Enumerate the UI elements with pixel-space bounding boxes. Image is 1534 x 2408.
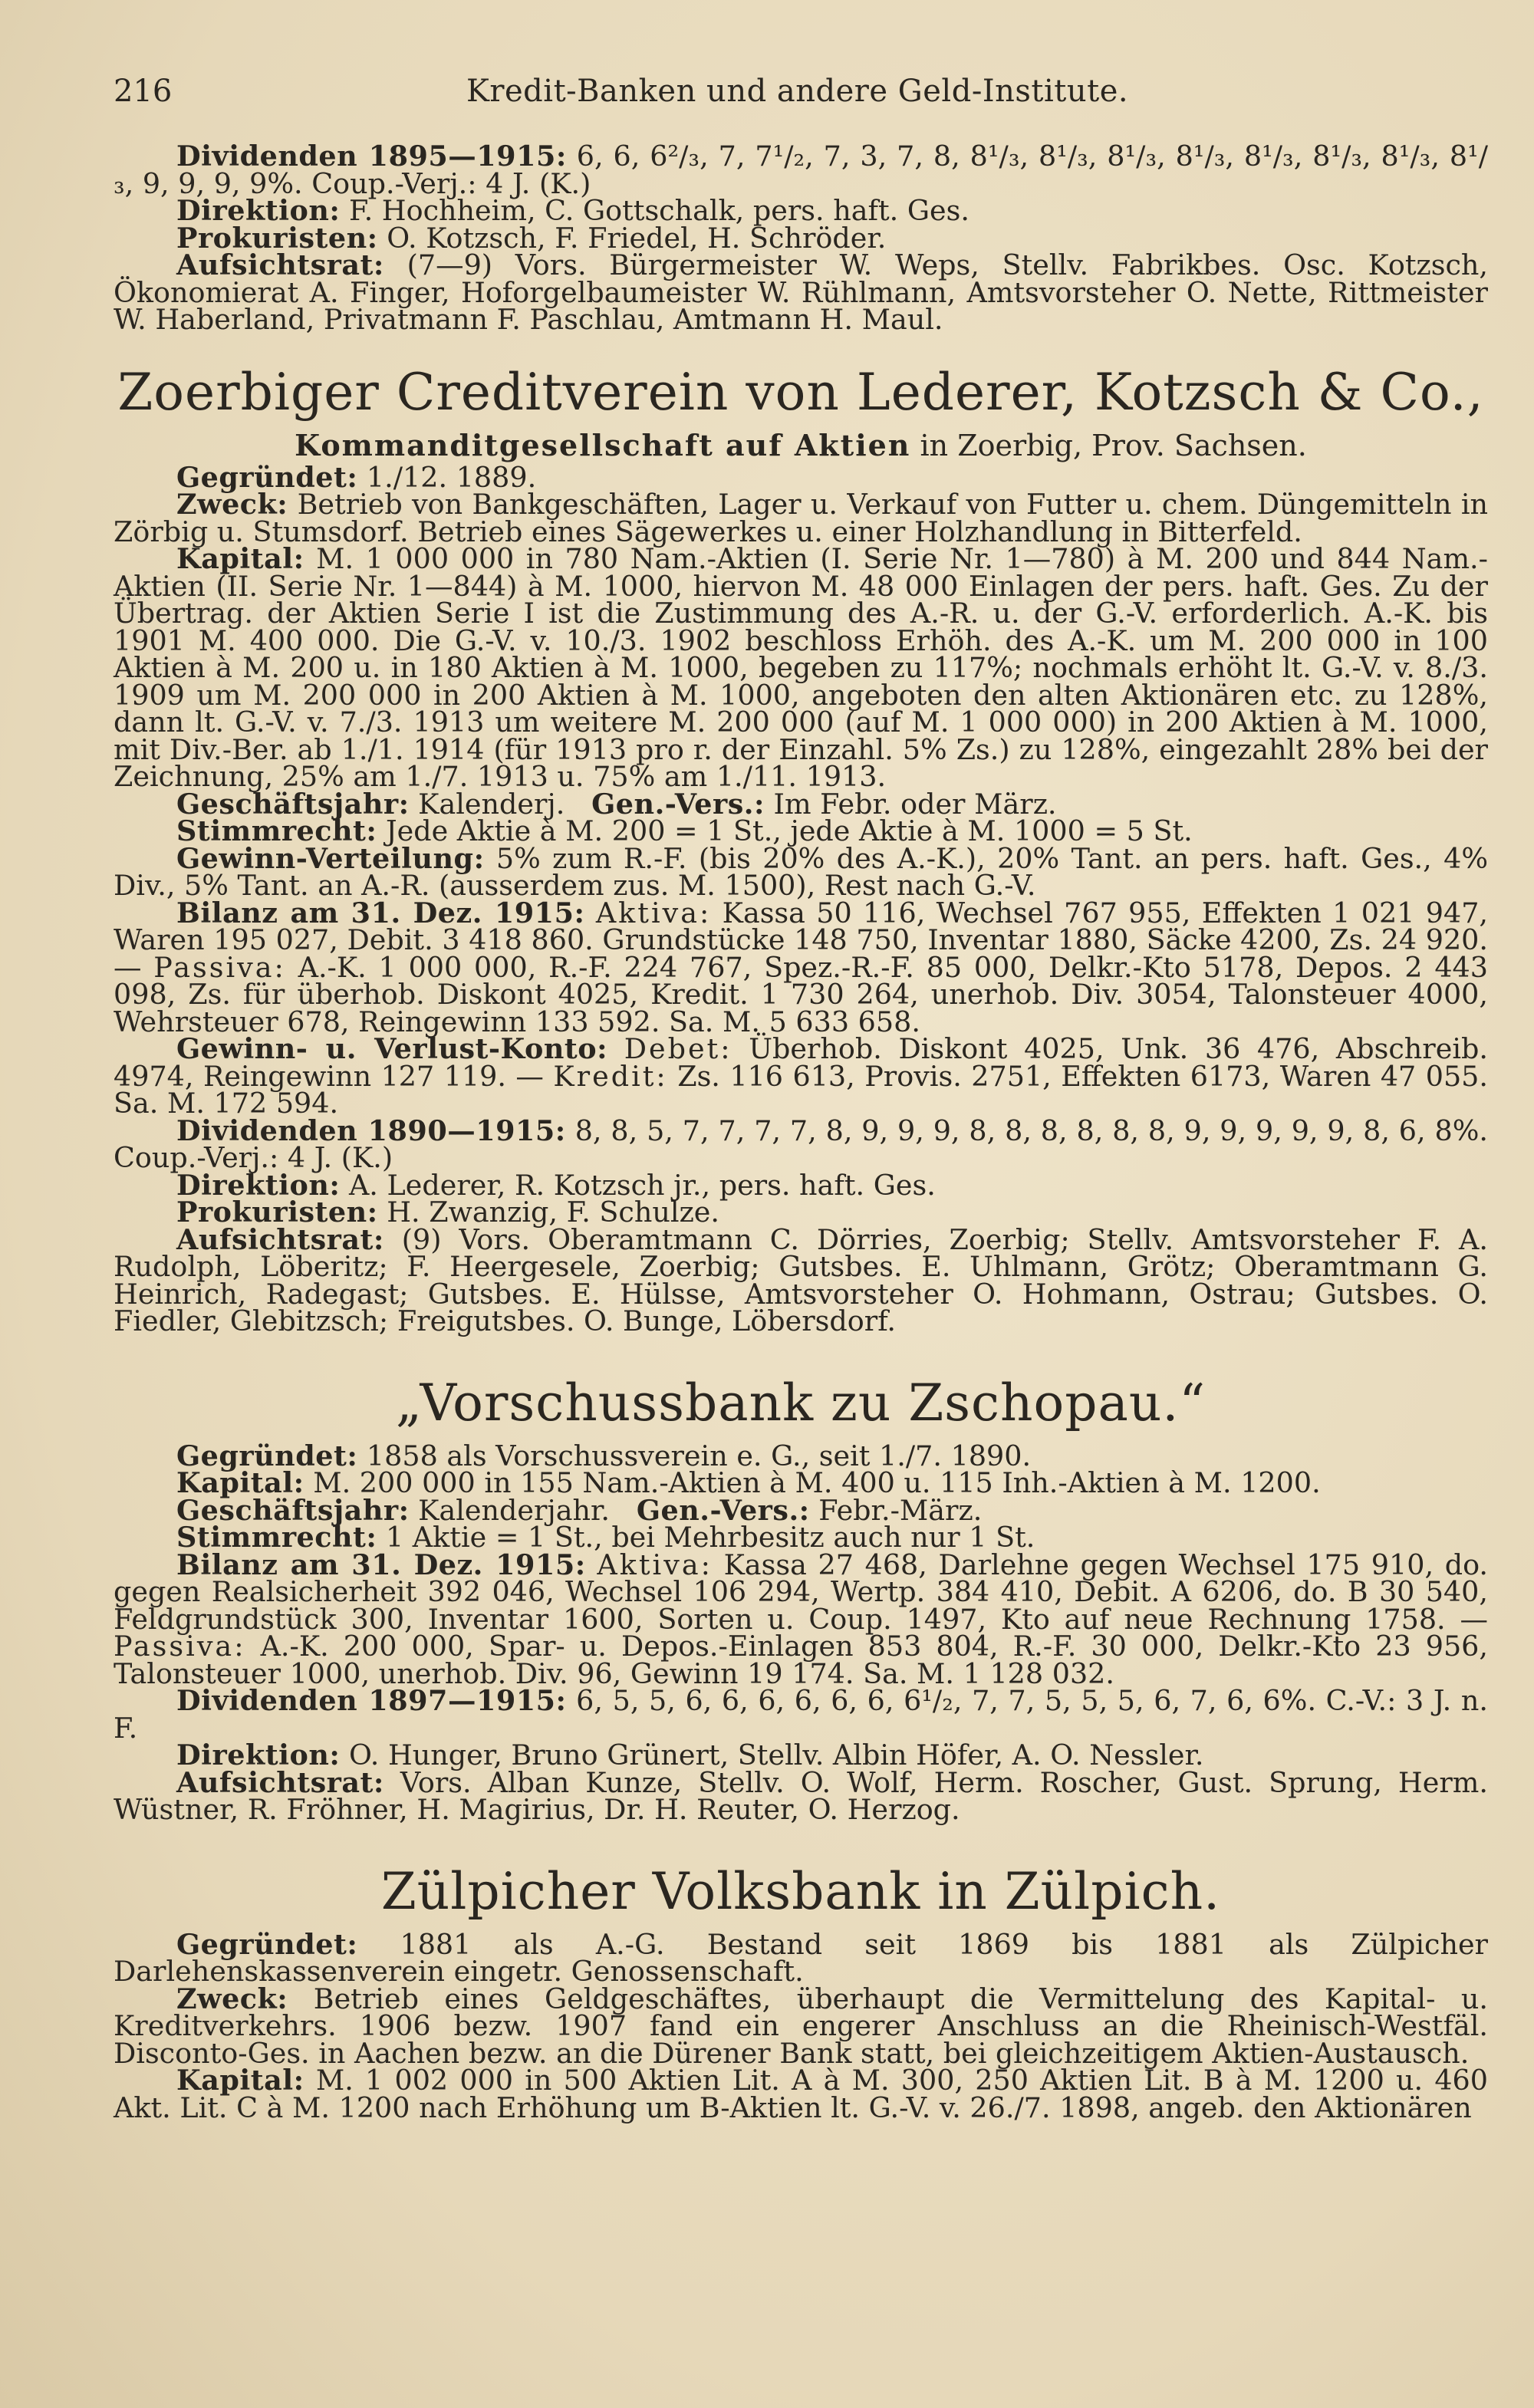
running-title: Kredit-Banken und andere Geld-Institute. [466,74,1129,109]
entry-title: „Vorschussbank zu Zschopau.“ [395,1373,1206,1433]
zweck: Zweck: Betrieb eines Geldgeschäftes, überhaupt die Vermittelung des Kapital- u. Kreditverkehrs. 1906 bezw. 1907 fand ein engerer Anschluss an die Rheinisch-Westfäl. Disconto-Ges. in Aachen bezw. an die Dürener Bank statt, bei gleichzeitigem Aktien-Austausch. [114,1982,1489,2070]
dividenden: Dividenden 1890—1915: 8, 8, 5, 7, 7, 7, 7, 8, 9, 9, 9, 8, 8, 8, 8, 8, 8, 9, 9, 9, 9, 9, 8, 6, 8%. Coup.-Verj.: 4 J. (K.) [114,1114,1489,1174]
gewinn-verteilung: Gewinn-Verteilung: 5% zum R.-F. (bis 20% des A.-K.), 20% Tant. an pers. haft. Ges., 4% Div., 5% Tant. an A.-R. (ausserdem zus. M. 1500), Rest nach G.-V. [114,841,1489,902]
page-header [114,74,1488,109]
aufsichtsrat: Aufsichtsrat: (9) Vors. Oberamtmann C. Dörries, Zoerbig; Stellv. Amtsvorsteher F. A. Rudolph, Löberitz; F. Heergesele, Zoerbig; Gutsbes. E. Uhlmann, Grötz; Oberamtmann G. Heinrich, Radegast; Gutsbes. E. Hülsse, Amtsvorsteher O. Hohmann, Ostrau; Gutsbes. O. Fiedler, Glebitzsch; Freigutsbes. O. Bunge, Löbersdorf. [114,1222,1488,1337]
geschaeftsjahr-genvers: Geschäftsjahr: Kalenderjahr. Gen.-Vers.: Febr.-März. [176,1493,983,1527]
entry-vorschussbank-zschopau [114,1375,1488,1824]
stimmrecht: Stimmrecht: 1 Aktie = 1 St., bei Mehrbesitz auch nur 1 St. [176,1521,1035,1554]
gegruendet: Gegründet: 1881 als A.-G. Bestand seit 1869 bis 1881 als Zülpicher Darlehenskassenverein eingetr. Genossenschaft. [114,1927,1488,1988]
dividenden: Dividenden 1897—1915: 6, 5, 5, 6, 6, 6, 6, 6, 6, 6¹/₂, 7, 7, 5, 5, 5, 6, 7, 6, 6%. C.-V.: 3 J. n. F. [114,1684,1489,1745]
entry-zuelpicher-volksbank [114,1861,1489,2124]
gegruendet: Gegründet: 1./12. 1889. [176,460,537,494]
prev-dividenden: Dividenden 1895—1915: 6, 6, 6²/₃, 7, 7¹/₂, 7, 3, 7, 8, 8¹/₃, 8¹/₃, 8¹/₃, 8¹/₃, 8¹/₃, 8¹/₃, 8¹/₃, 8¹/₃, 9, 9, 9, 9%. Coup.-Verj.: 4 J. (K.) [114,140,1488,200]
direktion: Direktion: A. Lederer, R. Kotzsch jr., pers. haft. Ges. [176,1168,936,1202]
entry-title: Zülpicher Volksbank in Zülpich. [380,1861,1221,1921]
kapital: Kapital: M. 1 000 000 in 780 Nam.-Aktien (I. Serie Nr. 1—780) à M. 200 und 844 Nam.-Aktien (II. Serie Nr. 1—844) à M. 1000, hiervon M. 48 000 Einlagen der pers. haft. Ges. Zu der Übertrag. der Aktien Serie I ist die Zustimmung des A.-R. u. der G.-V. erforderlich. A.-K. bis 1901 M. 400 000. Die G.-V. v. 10./3. 1902 beschloss Erhöh. des A.-K. um M. 200 000 in 100 Aktien à M. 200 u. in 180 Aktien à M. 1000, begeben zu 117%; nochmals erhöht lt. G.-V. v. 8./3. 1909 um M. 200 000 in 200 Aktien à M. 1000, angeboten den alten Aktionären etc. zu 128%, dann lt. G.-V. v. 7./3. 1913 um weitere M. 200 000 (auf M. 1 000 000) in 200 Aktien à M. 1000, mit Div.-Ber. ab 1./1. 1914 (für 1913 pro r. der Einzahl. 5% Zs.) zu 128%, eingezahlt 28% bei der Zeichnung, 25% am 1./7. 1913 u. 75% am 1./11. 1913. [114,542,1488,793]
prokuristen: Prokuristen: H. Zwanzig, F. Schulze. [176,1196,719,1229]
zweck: Zweck: Betrieb von Bankgeschäften, Lager u. Verkauf von Futter u. chem. Düngemitteln in Zörbig u. Stumsdorf. Betrieb eines Sägewerkes u. einer Holzhandlung in Bitterfeld. [114,488,1489,548]
kapital: Kapital: M. 1 002 000 in 500 Aktien Lit. A à M. 300, 250 Aktien Lit. B à M. 1200 u. 460 Akt. Lit. C à M. 1200 nach Erhöhung um B-Aktien lt. G.-V. v. 26./7. 1898, angeb. den Aktionären [114,2064,1488,2124]
prev-prokuristen: Prokuristen: O. Kotzsch, F. Friedel, H. Schröder. [176,221,887,255]
entry-subtitle: Kommanditgesellschaft auf Aktien in Zoerbig, Prov. Sachsen. [295,427,1307,462]
direktion: Direktion: O. Hunger, Bruno Grünert, Stellv. Albin Höfer, A. O. Nessler. [176,1739,1204,1771]
stimmrecht: Stimmrecht: Jede Aktie à M. 200 = 1 St., jede Aktie à M. 1000 = 5 St. [176,814,1193,847]
bilanz: Bilanz am 31. Dez. 1915: Aktiva: Kassa 27 468, Darlehne gegen Wechsel 175 910, do. gegen Realsicherheit 392 046, Wechsel 106 294, Wertp. 384 410, Debit. A 6206, do. B 30 540, Feldgrundstück 300, Inventar 1600, Sorten u. Coup. 1497, Kto auf neue Rechnung 1758. — Passiva: A.-K. 200 000, Spar- u. Depos.-Einlagen 853 804, R.-F. 30 000, Delkr.-Kto 23 956, Talonsteuer 1000, unerhob. Div. 96, Gewinn 19 174. Sa. M. 1 128 032. [114,1548,1489,1690]
prev-aufsichtsrat: Aufsichtsrat: (7—9) Vors. Bürgermeister W. Weps, Stellv. Fabrikbes. Osc. Kotzsch, Ökonomierat A. Finger, Hoforgelbaumeister W. Rühlmann, Amtsvorsteher O. Nette, Rittmeister W. Haberland, Privatmann F. Paschlau, Amtmann H. Maul. [114,248,1488,336]
page-number: 216 [114,74,173,109]
gewinn-verlust-konto: Gewinn- u. Verlust-Konto: Debet: Überhob. Diskont 4025, Unk. 36 476, Abschreib. 4974, Reingewinn 127 119. — Kredit: Zs. 116 613, Provis. 2751, Effekten 6173, Waren 47 055. Sa. M. 172 594. [114,1032,1489,1120]
geschaeftsjahr-genvers: Geschäftsjahr: Kalenderj. Gen.-Vers.: Im Febr. oder März. [176,787,1057,821]
gegruendet: Gegründet: 1858 als Vorschussverein e. G., seit 1./7. 1890. [176,1439,1032,1472]
prev-direktion: Direktion: F. Hochheim, C. Gottschalk, pers. haft. Ges. [176,194,969,227]
entry-zoerbiger-creditverein [114,364,1488,1335]
entry-title: Zoerbiger Creditverein von Lederer, Kotzsch & Co., [117,362,1484,422]
aufsichtsrat: Aufsichtsrat: Vors. Alban Kunze, Stellv. O. Wolf, Herm. Roscher, Gust. Sprung, Herm. Wüstner, R. Fröhner, H. Magirius, Dr. H. Reuter, O. Herzog. [114,1765,1488,1826]
bilanz: Bilanz am 31. Dez. 1915: Aktiva: Kassa 50 116, Wechsel 767 955, Effekten 1 021 947, Waren 195 027, Debit. 3 418 860. Grundstücke 148 750, Inventar 1880, Säcke 4200, Zs. 24 920. — Passiva: A.-K. 1 000 000, R.-F. 224 767, Spez.-R.-F. 85 000, Delkr.-Kto 5178, Depos. 2 443 098, Zs. für überhob. Diskont 4025, Kredit. 1 730 264, unerhob. Div. 3054, Talonsteuer 4000, Wehrsteuer 678, Reingewinn 133 592. Sa. M. 5 633 658. [114,896,1489,1038]
kapital: Kapital: M. 200 000 in 155 Nam.-Aktien à M. 400 u. 115 Inh.-Aktien à M. 1200. [176,1466,1321,1499]
previous-entry-continuation [114,140,1488,336]
